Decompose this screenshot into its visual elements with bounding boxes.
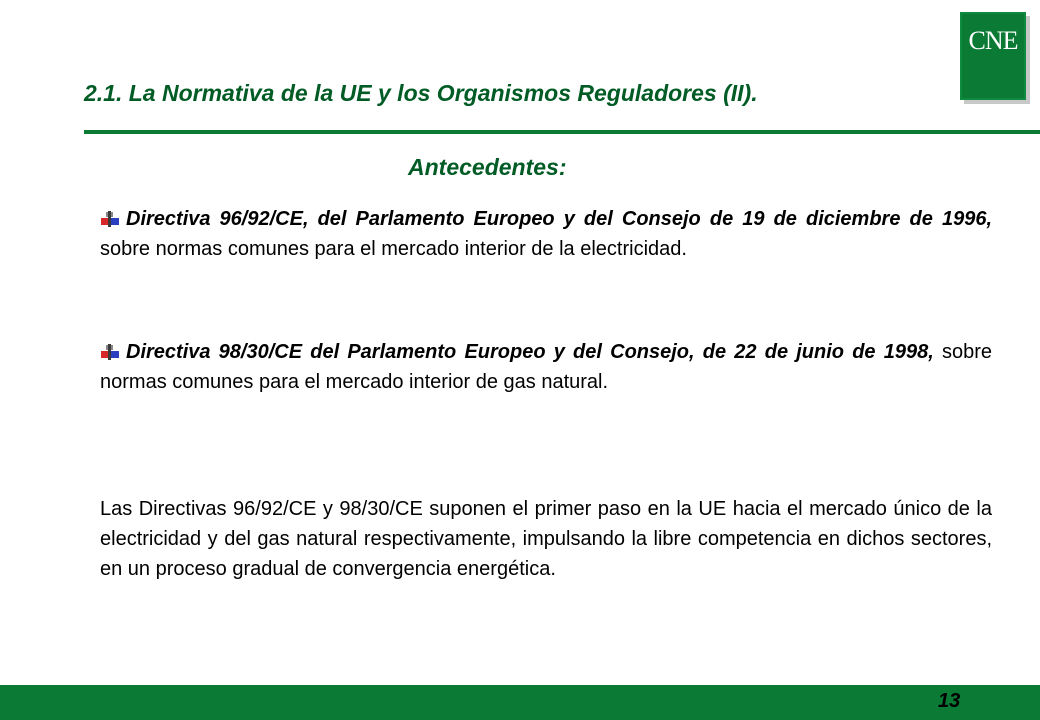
bullet-directive-98-30: [100, 337, 992, 397]
title-divider: [84, 130, 1040, 134]
bullet-icon: [100, 211, 120, 227]
bullet-body-text: sobre normas comunes para el mercado interior de gas natural.: [100, 341, 992, 393]
logo-text: CNE: [968, 26, 1018, 55]
section-subtitle: Antecedentes:: [408, 154, 567, 180]
slide-title: 2.1. La Normativa de la UE y los Organismos Reguladores (II).: [84, 80, 758, 106]
footer-bar: [0, 685, 1040, 720]
summary-paragraph: Las Directivas 96/92/CE y 98/30/CE suponen el primer paso en la UE hacia el mercado único de la electricidad y del gas natural respectivamente, impulsando la libre competencia en dichos sectores, en un proceso gradual de convergencia energética.: [100, 498, 992, 580]
bullet-body-text: sobre normas comunes para el mercado interior de la electricidad.: [100, 238, 687, 260]
bullet-bold-text: Directiva 98/30/CE del Parlamento Europeo y del Consejo, de 22 de junio de 1998,: [126, 341, 934, 363]
cne-logo: [960, 12, 1026, 100]
bullet-bold-text: Directiva 96/92/CE, del Parlamento Europeo y del Consejo de 19 de diciembre de 1996,: [126, 208, 992, 230]
bullet-icon: [100, 344, 120, 360]
bullet-directive-96-92: [100, 204, 992, 264]
page-number: 13: [938, 690, 961, 712]
